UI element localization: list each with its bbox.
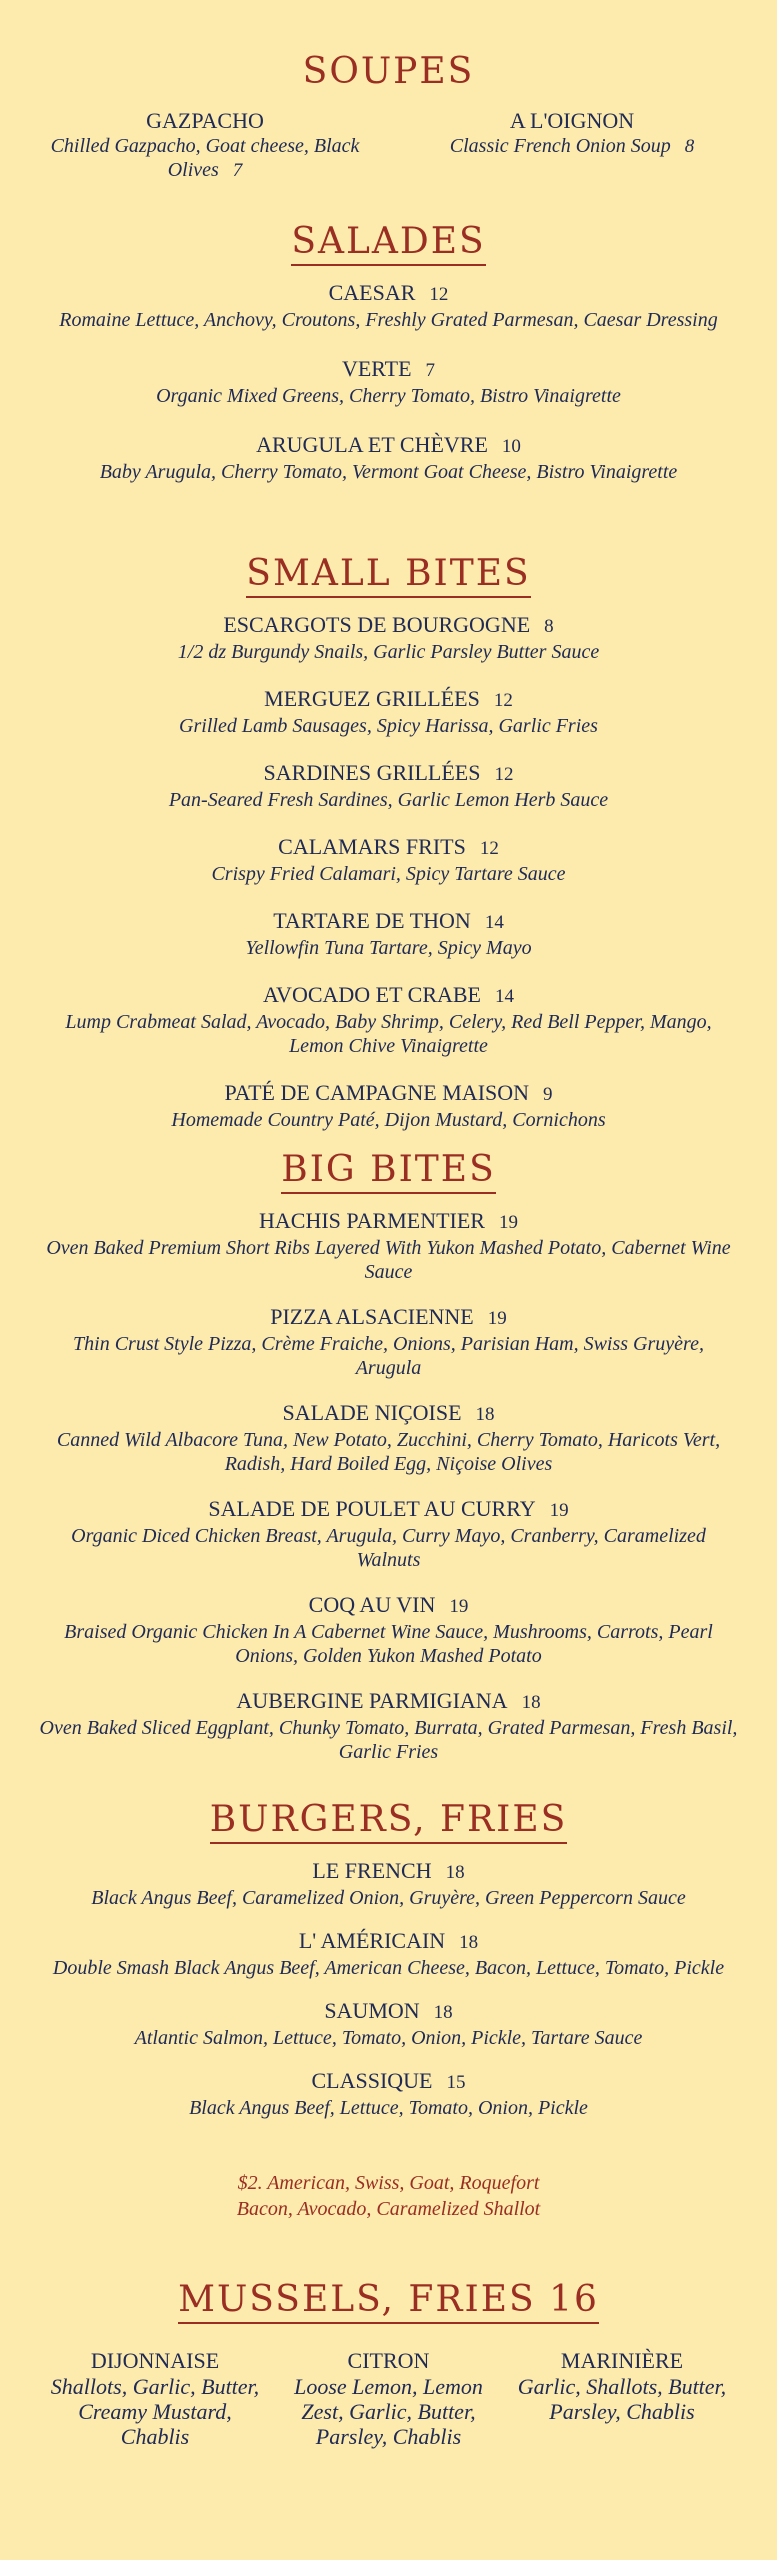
item-description: Oven Baked Premium Short Ribs Layered With Yukon Mashed Potato, Cabernet Wine Sauce [46,1237,731,1283]
item-description: Thin Crust Style Pizza, Crème Fraiche, Onions, Parisian Ham, Swiss Gruyère, Arugula [73,1333,704,1379]
item-description: 1/2 dz Burgundy Snails, Garlic Parsley Butter Sauce [177,641,600,663]
item-price: 18 [475,1404,495,1425]
item-description: Baby Arugula, Cherry Tomato, Vermont Goat Cheese, Bistro Vinaigrette [99,461,678,483]
item-name: L' AMÉRICAIN [298,1928,446,1953]
item-description: Yellowfin Tuna Tartare, Spicy Mayo [245,937,532,959]
mussels-section [0,2276,777,2449]
item-price: 19 [549,1500,569,1521]
item-description: Lump Crabmeat Salad, Avocado, Baby Shrimp, Celery, Red Bell Pepper, Mango, Lemon Chive Vinaigrette [65,1011,712,1057]
item-name: SARDINES GRILLÉES [263,760,481,785]
item-name: ARUGULA ET CHÈVRE [256,432,488,457]
burger-addons [0,2170,777,2222]
item-price: 14 [484,912,504,933]
menu-item [407,108,737,183]
section-title: SALADES [0,218,777,266]
item-description: Oven Baked Sliced Eggplant, Chunky Tomato, Burrata, Grated Parmesan, Fresh Basil, Garlic Fries [39,1717,738,1763]
item-price: 18 [521,1692,541,1713]
item-price: 7 [232,160,243,181]
menu-item [40,108,370,183]
item-price: 12 [479,838,499,859]
salades-section [0,218,777,484]
menu-item [39,1998,739,2050]
item-name: LE FRENCH [312,1858,432,1883]
item-name: HACHIS PARMENTIER [259,1208,485,1233]
section-title: BURGERS, FRIES [0,1796,777,1844]
menu-item [39,1400,739,1476]
item-price: 8 [684,136,695,157]
item-description: Crispy Fried Calamari, Spicy Tartare Sauce [211,863,566,885]
item-description: Atlantic Salmon, Lettuce, Tomato, Onion, Pickle, Tartare Sauce [134,2027,643,2049]
item-name: SALADE NIÇOISE [282,1400,462,1425]
menu-item [39,760,739,812]
item-price: 9 [543,1084,553,1105]
item-price: 12 [494,764,514,785]
item-description: Shallots, Garlic, Butter, Creamy Mustard, Chablis [50,2374,260,2449]
item-price: 19 [487,1308,507,1329]
section-title: BIG BITES [0,1146,777,1194]
item-name: AVOCADO ET CRABE [263,982,481,1007]
item-price: 19 [498,1212,518,1233]
menu-item [39,280,739,332]
section-title: SMALL BITES [0,550,777,598]
item-name: SAUMON [324,1998,420,2023]
menu-item [39,1208,739,1284]
item-name: CALAMARS FRITS [278,834,466,859]
burgers-section [0,1796,777,2222]
item-price: 12 [429,284,449,305]
item-description: Organic Diced Chicken Breast, Arugula, Curry Mayo, Cranberry, Caramelized Walnuts [71,1525,706,1571]
item-description: Black Angus Beef, Caramelized Onion, Gruyère, Green Peppercorn Sauce [91,1887,686,1909]
item-price: 14 [495,986,514,1007]
item-name: ESCARGOTS DE BOURGOGNE [223,612,531,637]
item-price: 12 [493,690,513,711]
big-bites-section [0,1146,777,1764]
menu-item [39,1080,739,1132]
item-name: MERGUEZ GRILLÉES [264,686,480,711]
item-name: PIZZA ALSACIENNE [270,1304,474,1329]
item-name: A L'OIGNON [509,108,635,133]
item-description: Romaine Lettuce, Anchovy, Croutons, Freshly Grated Parmesan, Caesar Dressing [59,309,718,331]
item-description: Loose Lemon, Lemon Zest, Garlic, Butter, Parsley, Chablis [294,2374,483,2449]
item-price: 7 [425,360,436,381]
item-description: Grilled Lamb Sausages, Spicy Harissa, Garlic Fries [179,715,598,737]
menu-item [39,1304,739,1380]
addons-line: Bacon, Avocado, Caramelized Shallot [236,2198,541,2220]
item-name: CAESAR [328,280,416,305]
item-price: 18 [433,2002,453,2023]
item-description: Garlic, Shallots, Butter, Parsley, Chablis [517,2374,727,2424]
item-price: 15 [446,2072,466,2093]
item-price: 18 [445,1862,465,1883]
item-price: 18 [459,1932,479,1953]
item-description: Black Angus Beef, Lettuce, Tomato, Onion, Pickle [189,2097,588,2119]
item-description: Braised Organic Chicken In A Cabernet Wine Sauce, Mushrooms, Carrots, Pearl Onions, Golden Yukon Mashed Potato [64,1621,713,1667]
menu-item [39,612,739,664]
item-name: TARTARE DE THON [273,908,471,933]
menu-item [517,2348,727,2449]
item-name: VERTE [341,356,412,381]
menu-item [39,1928,739,1980]
item-price: 10 [501,436,521,457]
item-description: Classic French Onion Soup 8 [449,135,695,157]
item-name: AUBERGINE PARMIGIANA [236,1688,508,1713]
item-name: COQ AU VIN [308,1592,436,1617]
item-name: GAZPACHO [146,108,264,133]
menu-item [39,686,739,738]
menu-item [39,432,739,484]
item-description: Homemade Country Paté, Dijon Mustard, Cornichons [171,1109,606,1131]
item-name: DIJONNAISE [90,2348,220,2373]
menu-item [39,834,739,886]
item-description: Canned Wild Albacore Tuna, New Potato, Zucchini, Cherry Tomato, Haricots Vert, Radish, Hard Boiled Egg, Niçoise Olives [56,1429,721,1475]
small-bites-section [0,550,777,1132]
item-description: Chilled Gazpacho, Goat cheese, Black Olives 7 [50,135,360,181]
menu-item [39,982,739,1058]
soupes-section [0,48,777,183]
item-name: PATÉ DE CAMPAGNE MAISON [224,1080,530,1105]
item-name: SALADE DE POULET AU CURRY [208,1496,536,1521]
item-name: CITRON [347,2348,430,2373]
addons-line: $2. American, Swiss, Goat, Roquefort [237,2172,540,2194]
item-name: CLASSIQUE [311,2068,433,2093]
section-title: MUSSELS, FRIES 16 [0,2276,777,2324]
menu-item [50,2348,260,2449]
menu-item [39,1688,739,1764]
section-title: SOUPES [302,51,475,92]
menu-item [39,356,739,408]
item-price: 8 [544,616,554,637]
menu-item [39,908,739,960]
menu-item [39,1858,739,1910]
menu-item [39,2068,739,2120]
item-price: 19 [449,1596,469,1617]
item-name: MARINIÈRE [560,2348,684,2373]
menu-item [39,1496,739,1572]
menu-item [39,1592,739,1668]
item-description: Pan-Seared Fresh Sardines, Garlic Lemon Herb Sauce [168,789,609,811]
menu-item [284,2348,494,2449]
item-description: Organic Mixed Greens, Cherry Tomato, Bistro Vinaigrette [156,385,621,407]
item-description: Double Smash Black Angus Beef, American Cheese, Bacon, Lettuce, Tomato, Pickle [52,1957,725,1979]
